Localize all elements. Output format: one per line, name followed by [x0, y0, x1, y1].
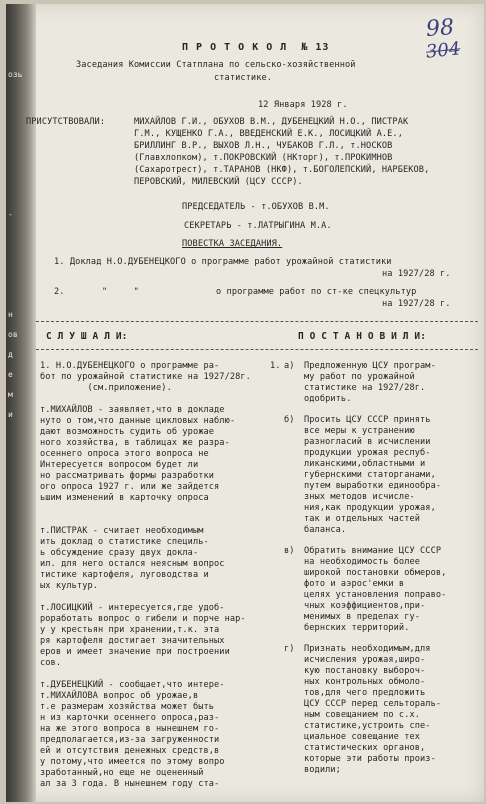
resolved-line: ным совещанием по с.х.	[304, 710, 421, 720]
resolved-line: Обратить внимание ЦСУ СССР	[304, 546, 442, 556]
agenda-item-1-line1: 1. Доклад Н.О.ДУБЕНЕЦКОГО о программе работ урожайной статистики	[54, 257, 392, 267]
heard-line: у у крестьян при хранении,т.к. эта	[40, 625, 220, 635]
binding-mark: е	[8, 370, 13, 379]
heard-line: бот по урожайной статистике на 1927/28г.	[40, 372, 251, 382]
document-page	[6, 4, 484, 802]
agenda-item-2-number: 2.	[54, 287, 65, 297]
resolved-column-heading: П О С Т А Н О В И Л И:	[298, 331, 427, 342]
attendees-line: МИХАЙЛОВ Г.И., ОБУХОВ В.М., ДУБЕНЕЦКИЙ Н.О., ПИСТРАК	[134, 117, 409, 127]
resolved-line: губернскими статорганами,	[304, 470, 436, 480]
heard-line: предполагается,из-за загруженности	[40, 735, 220, 745]
resolved-line: широкой постановки обмеров,	[304, 568, 447, 578]
resolved-line: исчисления урожая,широ-	[304, 655, 426, 665]
resolved-line: фото и аэрос'емки в	[304, 579, 405, 589]
heard-line: (см.приложение).	[40, 383, 172, 393]
heard-line: еров и имеет значение при построении	[40, 647, 230, 657]
divider-bottom	[36, 349, 478, 350]
heard-line: ил. для него остался неясным вопрос	[40, 559, 225, 569]
heard-line: т.ДУБЕНЕЦКИЙ - сообщает,что интере-	[40, 680, 225, 690]
protocol-subtitle-line2: статистике.	[214, 73, 273, 83]
heard-line: тистике картофеля, луговодства и	[40, 570, 209, 580]
resolved-line: статистических органов,	[304, 743, 426, 753]
attendees-line: Г.М., КУЩЕНКО Г.А., ВВЕДЕНСКИЙ Е.К., ЛОСИЦКИЙ А.Е.,	[134, 129, 403, 139]
page-number-handwritten: 98	[425, 15, 455, 42]
heard-line: т.МИХАЙЛОВ - заявляет,что в докладе	[40, 405, 225, 415]
binding-mark: н	[8, 310, 13, 319]
divider-top	[36, 321, 478, 322]
heard-line: ей и отсутствия денежных средств,в	[40, 746, 220, 756]
heard-line: ить доклад о статистике специль-	[40, 537, 209, 547]
resolved-item-marker: а)	[284, 361, 295, 371]
heard-line: зработанный,но еще не оцененный	[40, 768, 204, 778]
resolved-item-number: 1.	[270, 361, 281, 371]
heard-line: н из карточки осеннего опроса,раз-	[40, 713, 220, 723]
heard-line: дают возможность судить об урожае	[40, 427, 215, 437]
resolved-line: статистике на 1927/28г.	[304, 383, 426, 393]
attendees-line: (Главхлопком), т.ПОКРОВСКИЙ (НКторг), т.ПРОКИМНОВ	[134, 153, 393, 163]
resolved-line: одобрить.	[304, 394, 352, 404]
resolved-line: Признать необходимым,для	[304, 644, 431, 654]
resolved-item-marker: в)	[284, 546, 295, 556]
heard-column-heading: С Л У Ш А Л И:	[46, 331, 128, 342]
heard-line: т.е размерам хозяйства может быть	[40, 702, 215, 712]
resolved-line: зных методов исчисле-	[304, 492, 415, 502]
resolved-line: разногласий в исчислении	[304, 437, 431, 447]
agenda-item-2-ditto: " "	[102, 287, 139, 297]
binding-mark: озь	[8, 70, 23, 79]
old-page-number: 304	[424, 38, 462, 63]
old-page-number-crossed	[425, 38, 461, 62]
attendees-line: (Сахаротрест), т.ТАРАНОВ (НКФ), т.БОГОЛЕПСКИЙ, НАРБЕКОВ,	[134, 165, 430, 175]
resolved-line: на необходимость более	[304, 557, 421, 567]
resolved-item-marker: г)	[284, 644, 295, 654]
heard-line: нуто о том,что данные цикловых наблю-	[40, 416, 236, 426]
resolved-line: бернских территорий.	[304, 623, 410, 633]
resolved-line: продукции урожая респуб-	[304, 448, 431, 458]
binding-mark: д	[8, 350, 13, 359]
resolved-line: Просить ЦСУ СССР принять	[304, 415, 431, 425]
heard-line: Интересуется вопросом будет ли	[40, 460, 199, 470]
resolved-line: статистике,устроить спе-	[304, 721, 431, 731]
heard-line: но рассматривать формы разработки	[40, 471, 215, 481]
heard-line: ного хозяйства, в таблицах же разра-	[40, 438, 230, 448]
heard-line: ьшим изменений в карточку опроса	[40, 493, 209, 503]
protocol-subtitle-line1: Заседания Комиссии Статплана по сельско-хозяйственной	[76, 60, 356, 70]
resolved-line: ЦСУ СССР перед сельтораль-	[304, 699, 442, 709]
heard-line: ь обсуждение сразу двух докла-	[40, 548, 199, 558]
resolved-line: му работ по урожайной	[304, 372, 415, 382]
resolved-line: водили;	[304, 765, 341, 775]
binding-mark: -	[8, 210, 13, 219]
resolved-line: ния,как продукции урожая,	[304, 503, 436, 513]
resolved-line: кую постановку выбороч-	[304, 666, 426, 676]
resolved-line: Предложенную ЦСУ програм-	[304, 361, 436, 371]
heard-line: у потому,что имеется по этому вопро	[40, 757, 225, 767]
heard-line: т.ЛОСИЦКИЙ - интересуется,где удоб-	[40, 603, 225, 613]
heard-line: т.МИХАЙЛОВА вопрос об урожае,в	[40, 691, 199, 701]
resolved-line: путем выработки единообра-	[304, 481, 442, 491]
heard-line: ря картофеля достигает значительных	[40, 636, 225, 646]
attendees-label: ПРИСУТСТВОВАЛИ:	[26, 117, 106, 127]
resolved-line: ликанскими,областными и	[304, 459, 426, 469]
resolved-line: чных коэффициентов,при-	[304, 601, 426, 611]
attendees-line: ПЕРОВСКИЙ, МИЛЕВСКИЙ (ЦСУ СССР).	[134, 177, 303, 187]
secretary: СЕКРЕТАРЬ - т.ЛАТРЫГИНА М.А.	[184, 221, 332, 231]
resolved-line: целях установления поправо-	[304, 590, 447, 600]
resolved-line: тов,для чего предложить	[304, 688, 426, 698]
agenda-item-2-line2: на 1927/28 г.	[382, 299, 451, 309]
agenda-title: ПОВЕСТКА ЗАСЕДАНИЯ.	[182, 239, 283, 249]
resolved-line: циальное совещание тех	[304, 732, 421, 742]
heard-line: 1. Н.О.ДУБЕНЕЦКОГО о программе ра-	[40, 361, 220, 371]
resolved-line: ных контрольных обмоло-	[304, 677, 426, 687]
protocol-date: 12 Января 1928 г.	[258, 100, 348, 110]
heard-line: ых культур.	[40, 581, 99, 591]
heard-line: ого опроса 1927 г. или же зайдется	[40, 482, 220, 492]
heard-line: осеннего опроса этого вопроса не	[40, 449, 209, 459]
heard-line: т.ПИСТРАК - считает необходимым	[40, 526, 204, 536]
attendees-line: БРИЛЛИНГ В.Р., ВЫХОВ Л.Н., ЧУБАКОВ Г.Л., т.НОСКОВ	[134, 141, 393, 151]
agenda-item-1-line2: на 1927/28 г.	[382, 269, 451, 279]
resolved-line: все меры к устранению	[304, 426, 415, 436]
resolved-item-marker: б)	[284, 415, 295, 425]
heard-line: на же этого вопроса в нынешнем го-	[40, 724, 220, 734]
heard-line: ал за 3 года. В нынешнем году ста-	[40, 779, 220, 789]
binding-mark: ов	[8, 330, 18, 339]
resolved-line: баланса.	[304, 525, 347, 535]
agenda-item-2-line1: о программе работ по ст-ке спецкультур	[216, 287, 417, 297]
binding-mark: и	[8, 410, 13, 419]
resolved-line: так и отдельных частей	[304, 514, 421, 524]
protocol-title: П Р О Т О К О Л № 13	[182, 42, 330, 53]
heard-line: сов.	[40, 658, 62, 668]
resolved-line: менимых в пределах гу-	[304, 612, 421, 622]
binding-mark: м	[8, 390, 13, 399]
resolved-line: которые эти работы произ-	[304, 754, 436, 764]
chairman: ПРЕДСЕДАТЕЛЬ - т.ОБУХОВ В.М.	[182, 202, 330, 212]
heard-line: роработать вопрос о гибели и порче нар-	[40, 614, 246, 624]
